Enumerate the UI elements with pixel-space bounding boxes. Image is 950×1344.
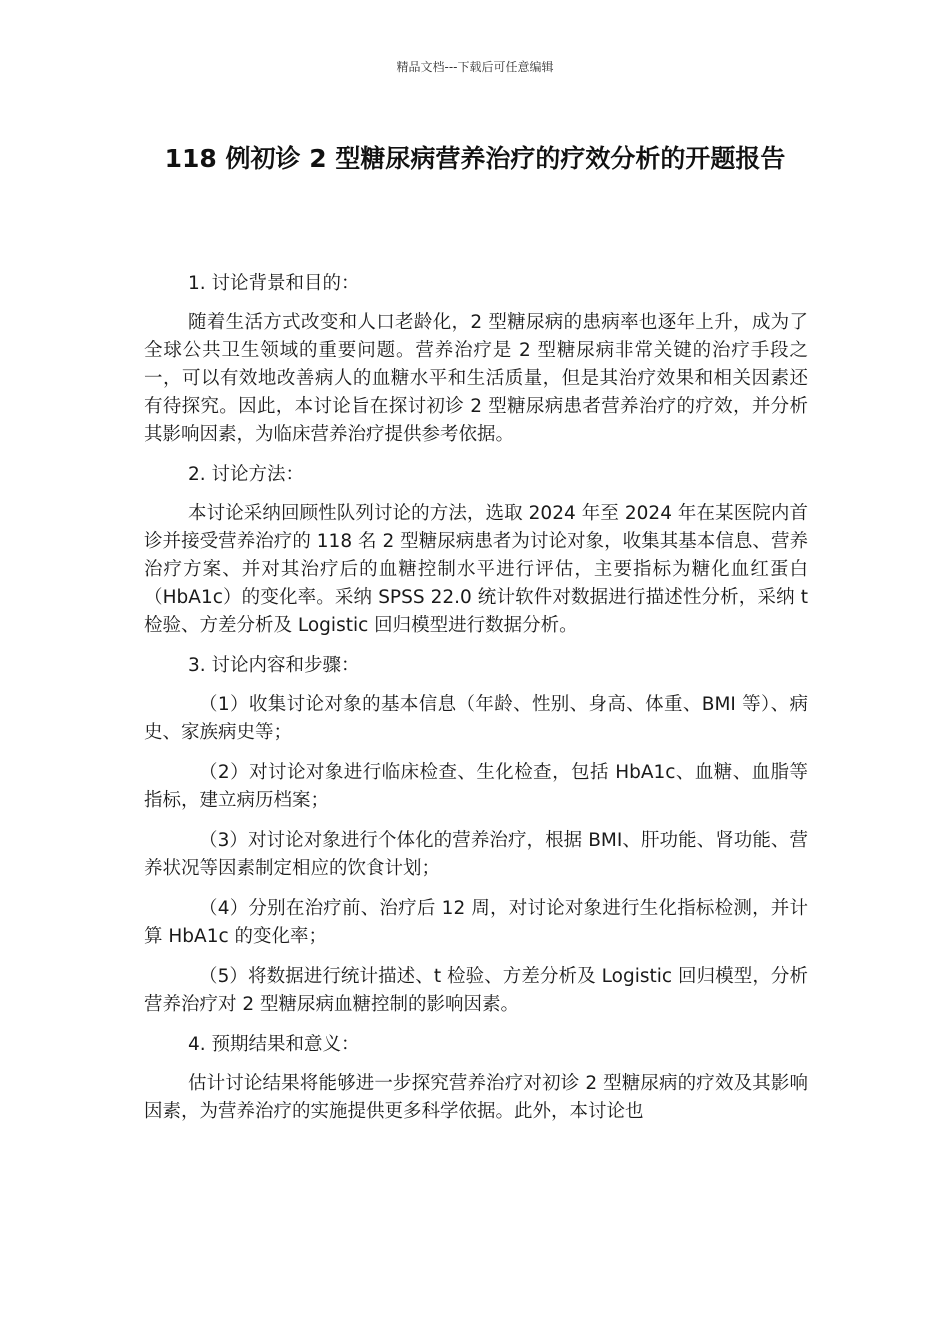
paragraph-method: 本讨论采纳回顾性队列讨论的方法，选取 2024 年至 2024 年在某医院内首诊并接受营养治疗的 118 名 2 型糖尿病患者为讨论对象，收集其基本信息、营养治疗方案、并对其治疗后的血糖控制水平进行评估，主要指标为糖化血红蛋白（HbA1c）的变化率。采纳 SPSS 22.0 统计软件对数据进行描述性分析，采纳 t 检验、方差分析及 Logistic 回归模型进行数据分析。 [144,503,808,636]
step-item-2: （2）对讨论对象进行临床检查、生化检查，包括 HbA1c、血糖、血脂等指标，建立病历档案； [144,762,808,811]
section-heading-content: 3. 讨论内容和步骤： [188,655,360,676]
section-heading-background: 1. 讨论背景和目的： [188,273,360,294]
section-heading-method: 2. 讨论方法： [188,464,305,485]
step-item-4: （4）分别在治疗前、治疗后 12 周，对讨论对象进行生化指标检测，并计算 HbA1c 的变化率； [144,898,808,947]
step-item-1: （1）收集讨论对象的基本信息（年龄、性别、身高、体重、BMI 等）、病史、家族病史等； [144,694,808,743]
section-heading-result: 4. 预期结果和意义： [188,1034,360,1055]
document-body [144,270,808,1138]
step-item-3: （3）对讨论对象进行个体化的营养治疗，根据 BMI、肝功能、肾功能、营养状况等因素制定相应的饮食计划； [144,830,808,879]
paragraph-background: 随着生活方式改变和人口老龄化，2 型糖尿病的患病率也逐年上升，成为了全球公共卫生领域的重要问题。营养治疗是 2 型糖尿病非常关键的治疗手段之一，可以有效地改善病人的血糖水平和生活质量，但是其治疗效果和相关因素还有待探究。因此，本讨论旨在探讨初诊 2 型糖尿病患者营养治疗的疗效，并分析其影响因素，为临床营养治疗提供参考依据。 [144,312,808,445]
step-item-5: （5）将数据进行统计描述、t 检验、方差分析及 Logistic 回归模型，分析营养治疗对 2 型糖尿病血糖控制的影响因素。 [144,966,808,1015]
page-header: 精品文档---下载后可任意编辑 [396,60,554,74]
paragraph-result: 估计讨论结果将能够进一步探究营养治疗对初诊 2 型糖尿病的疗效及其影响因素，为营养治疗的实施提供更多科学依据。此外，本讨论也 [144,1073,808,1122]
document-title: 118 例初诊 2 型糖尿病营养治疗的疗效分析的开题报告 [164,144,786,173]
